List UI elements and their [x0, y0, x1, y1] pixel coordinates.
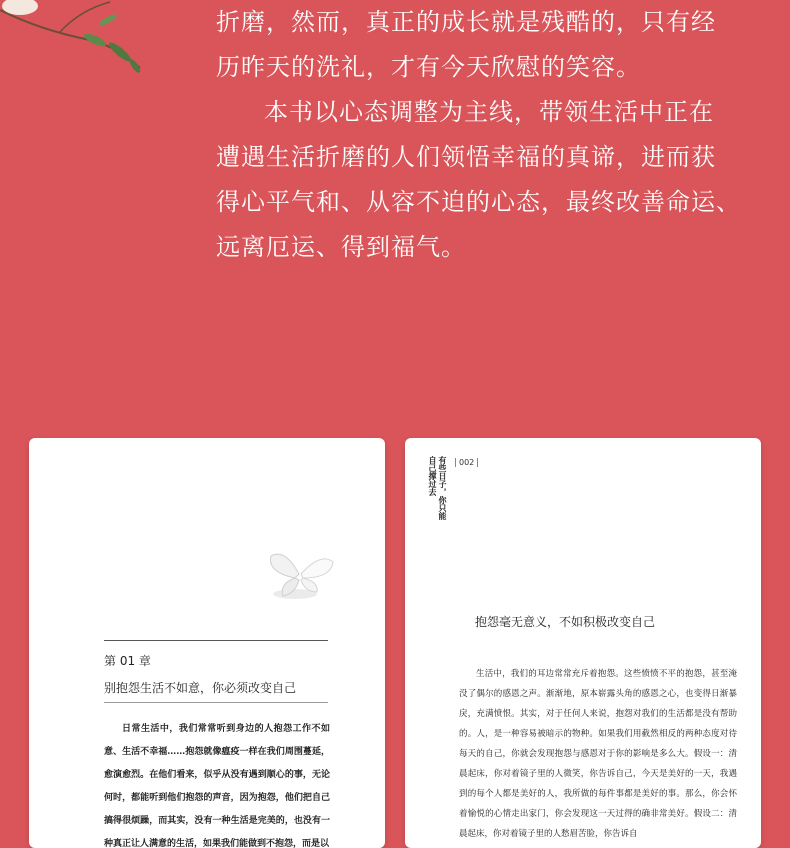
page-number: 002 [455, 458, 478, 467]
book-page-left [29, 438, 385, 848]
intro-line: 得心平气和、从容不迫的心态，最终改善命运、 [216, 188, 741, 216]
chapter-body-text: 日常生活中，我们常常听到身边的人抱怨工作不如意、生活不幸福……抱怨就像瘟疫一样在我们周围蔓延，愈演愈烈。在他们看来，似乎从没有遇到顺心的事，无论何时，都能听到他们抱怨的声音，因为抱怨，他们把自己搞得很烦躁，而其实，没有一种生活是完美的，也没有一种真正让人满意的生活，如果我们能做到不抱怨，而是以 [104, 724, 330, 848]
section-title: 抱怨毫无意义，不如积极改变自己 [475, 615, 656, 629]
intro-line: 本书以心态调整为主线，带领生活中正在 [264, 98, 714, 126]
chapter-title: 别抱怨生活不如意，你必须改变自己 [104, 681, 297, 695]
butterfly-icon [265, 544, 337, 604]
chapter-divider [104, 640, 328, 641]
flower-branch-decoration [0, 0, 150, 80]
section-body-text: 生活中，我们的耳边常常充斥着抱怨。这些愤愤不平的抱怨，甚至淹没了偶尔的感恩之声。渐渐地，原本崭露头角的感恩之心，也变得日渐暴戾，充满愤恨。其实，对于任何人来说，抱怨对我们的生活都是没有帮助的。人，是一种容易被暗示的物种。如果我们用截然相反的两种态度对待每天的自己，你就会发现抱怨与感恩对于你的影响是多么大。假设一：清晨起床，你对着镜子里的人微笑，你告诉自己，今天是美好的一天，我遇到的每个人都是美好的人，我所做的每件事都是美好的事。那么，你会怀着愉悦的心情走出家门，你会发现这一天过得的确非常美好。假设二：清晨起床，你对着镜子里的人愁眉苦脸，你告诉自 [459, 669, 737, 839]
book-intro-text [216, 0, 756, 270]
book-page-right [405, 438, 761, 848]
intro-line: 远离厄运、得到福气。 [216, 233, 466, 261]
intro-line: 遭遇生活折磨的人们领悟幸福的真谛，进而获 [216, 143, 716, 171]
intro-line: 历昨天的洗礼，才有今天欣慰的笑容。 [216, 53, 641, 81]
chapter-number: 第 01 章 [104, 654, 151, 668]
chapter-divider [104, 702, 328, 703]
running-head: 有些日子，你只能自己撑过去 [428, 456, 447, 520]
intro-line: 折磨，然而，真正的成长就是残酷的，只有经 [216, 8, 716, 36]
